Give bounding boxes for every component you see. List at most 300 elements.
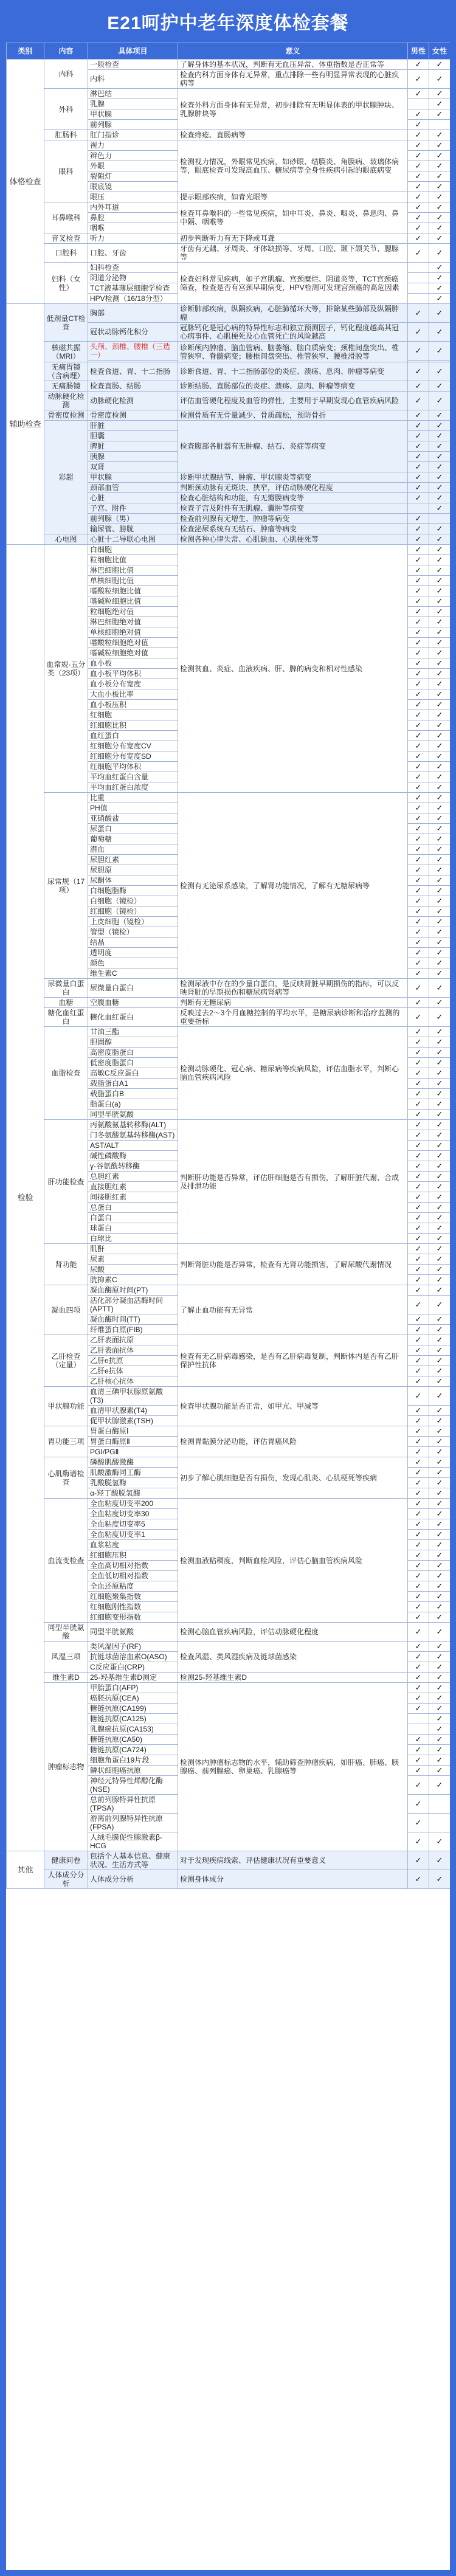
- project-cell: 嗜酸粒细胞绝对值: [88, 638, 178, 648]
- female-check-cell: ✓: [429, 1530, 451, 1540]
- male-check-cell: ✓: [408, 1447, 429, 1457]
- female-check-cell: ✓: [429, 323, 451, 342]
- female-check-cell: ✓: [429, 1457, 451, 1468]
- meaning-cell: 反映过去2～3个月血糖控制的平均水平，是糖尿病诊断和治疗监测的重要指标: [178, 1008, 408, 1027]
- table-row: [7, 793, 451, 803]
- content-cell: 人体成分分析: [44, 1870, 88, 1889]
- female-check-cell: ✓: [429, 824, 451, 834]
- meaning-cell: 判断有无糖尿病: [178, 998, 408, 1008]
- male-check-cell: ✓: [408, 1652, 429, 1662]
- female-check-cell: ✓: [429, 99, 451, 109]
- male-check-cell: [408, 283, 429, 294]
- male-check-cell: ✓: [408, 1755, 429, 1766]
- male-check-cell: [408, 273, 429, 283]
- male-check-cell: ✓: [408, 323, 429, 342]
- male-check-cell: ✓: [408, 844, 429, 855]
- project-cell: 鼻腔: [88, 213, 178, 223]
- project-cell: 肌酐: [88, 1244, 178, 1254]
- male-check-cell: [408, 503, 429, 514]
- project-cell: 血小板: [88, 658, 178, 669]
- female-check-cell: ✓: [429, 1592, 451, 1602]
- female-check-cell: ✓: [429, 1437, 451, 1447]
- male-check-cell: ✓: [408, 772, 429, 782]
- female-check-cell: ✓: [429, 1652, 451, 1662]
- male-check-cell: ✓: [408, 1356, 429, 1366]
- project-cell: 白蛋白: [88, 1213, 178, 1223]
- female-check-cell: ✓: [429, 1714, 451, 1724]
- female-check-cell: [429, 514, 451, 524]
- meaning-cell: 检查外科方面身体有无异常，初步排除有无明显体表的甲状腺肿块、乳腺肿块等: [178, 89, 408, 130]
- project-cell: 活化部分凝血活酶时间(APTT): [88, 1296, 178, 1314]
- female-check-cell: [429, 120, 451, 130]
- male-check-cell: ✓: [408, 1213, 429, 1223]
- table-row: [7, 534, 451, 545]
- category-cell: 体格检查: [7, 60, 44, 304]
- project-cell: 潜血: [88, 844, 178, 855]
- project-cell: 球蛋白: [88, 1223, 178, 1234]
- content-cell: 凝血四项: [44, 1285, 88, 1335]
- table-row: [7, 304, 451, 323]
- content-cell: 耳鼻喉科: [44, 202, 88, 233]
- female-check-cell: ✓: [429, 938, 451, 948]
- male-check-cell: ✓: [408, 151, 429, 161]
- project-cell: 胆固醇: [88, 1037, 178, 1048]
- male-check-cell: ✓: [408, 1161, 429, 1172]
- header-content: 内容: [44, 43, 88, 60]
- project-cell: 游离前列腺特异性抗原(FPSA): [88, 1814, 178, 1832]
- female-check-cell: ✓: [429, 192, 451, 202]
- female-check-cell: ✓: [429, 865, 451, 875]
- project-cell: 载脂蛋白A1: [88, 1079, 178, 1089]
- male-check-cell: ✓: [408, 679, 429, 689]
- project-cell: 脾脏: [88, 441, 178, 452]
- female-check-cell: ✓: [429, 1356, 451, 1366]
- female-check-cell: ✓: [429, 1447, 451, 1457]
- project-cell: PH值: [88, 803, 178, 813]
- female-check-cell: ✓: [429, 140, 451, 151]
- female-check-cell: ✓: [429, 1244, 451, 1254]
- content-cell: 甲状腺功能: [44, 1387, 88, 1426]
- meaning-cell: 检测心脑血管疾病风险，评估动脉硬化程度: [178, 1623, 408, 1642]
- female-check-cell: ✓: [429, 1735, 451, 1745]
- meaning-cell: 检测体内肿瘤标志物的水平，辅助筛查肿瘤疾病，如肝癌、肺癌、胰腺癌、前列腺癌、卵巢癌、乳腺癌等: [178, 1683, 408, 1851]
- male-check-cell: ✓: [408, 1234, 429, 1244]
- female-check-cell: ✓: [429, 689, 451, 700]
- project-cell: 全血粘度切变率1: [88, 1530, 178, 1540]
- project-cell: 尿素: [88, 1254, 178, 1265]
- male-check-cell: ✓: [408, 1151, 429, 1161]
- female-check-cell: ✓: [429, 223, 451, 233]
- female-check-cell: ✓: [429, 283, 451, 294]
- female-check-cell: ✓: [429, 1048, 451, 1058]
- project-cell: 糖化血红蛋白: [88, 1008, 178, 1027]
- project-cell: 辨色力: [88, 151, 178, 161]
- project-cell: 血清甲状腺素(T4): [88, 1406, 178, 1416]
- female-check-cell: ✓: [429, 171, 451, 182]
- project-cell: 口腔、牙齿: [88, 244, 178, 263]
- male-check-cell: [408, 1724, 429, 1735]
- female-check-cell: ✓: [429, 648, 451, 658]
- female-check-cell: ✓: [429, 362, 451, 381]
- table-row: [7, 1457, 451, 1468]
- male-check-cell: ✓: [408, 1275, 429, 1285]
- male-check-cell: ✓: [408, 1745, 429, 1755]
- female-check-cell: ✓: [429, 1161, 451, 1172]
- male-check-cell: ✓: [408, 1048, 429, 1058]
- project-cell: 上皮细胞（镜检）: [88, 917, 178, 927]
- female-check-cell: ✓: [429, 1265, 451, 1275]
- project-cell: γ-谷氨酰转移酶: [88, 1161, 178, 1172]
- project-cell: 外眼: [88, 161, 178, 171]
- content-cell: 肝功能检查: [44, 1120, 88, 1244]
- project-cell: 25-羟基维生素D测定: [88, 1673, 178, 1683]
- project-cell: 尿微量白蛋白: [88, 979, 178, 998]
- project-cell: 维生素C: [88, 969, 178, 979]
- female-check-cell: ✓: [429, 576, 451, 586]
- content-cell: 妇科（女性）: [44, 263, 88, 304]
- male-check-cell: ✓: [408, 1499, 429, 1509]
- male-check-cell: ✓: [408, 202, 429, 213]
- project-cell: 红细胞分布宽度SD: [88, 751, 178, 762]
- female-check-cell: ✓: [429, 1366, 451, 1376]
- project-cell: 红细胞: [88, 710, 178, 720]
- male-check-cell: [408, 294, 429, 304]
- project-cell: 间接胆红素: [88, 1192, 178, 1203]
- project-cell: 同型半胱氨酸: [88, 1623, 178, 1642]
- table-row: [7, 1673, 451, 1683]
- female-check-cell: ✓: [429, 1519, 451, 1530]
- project-cell: 红细胞刚性指数: [88, 1602, 178, 1612]
- male-check-cell: ✓: [408, 1550, 429, 1561]
- female-check-cell: ✓: [429, 948, 451, 958]
- table-row: [7, 1851, 451, 1870]
- male-check-cell: ✓: [408, 1416, 429, 1426]
- male-check-cell: ✓: [408, 140, 429, 151]
- male-check-cell: ✓: [408, 1325, 429, 1335]
- project-cell: 亚硝酸盐: [88, 813, 178, 824]
- male-check-cell: ✓: [408, 607, 429, 617]
- meaning-cell: 检测贫血、炎症、血液疾病、肝、脾的病变和相对性感染: [178, 545, 408, 793]
- meaning-cell: 检查内科方面身体有无异常，重点排除一些有明显异常表现的心脏疾病等: [178, 70, 408, 89]
- project-cell: 一般检查: [88, 60, 178, 70]
- table-row: [7, 1870, 451, 1889]
- project-cell: AST/ALT: [88, 1141, 178, 1151]
- male-check-cell: ✓: [408, 1079, 429, 1089]
- project-cell: α-羟丁酸脱氢酶: [88, 1488, 178, 1499]
- project-cell: 血浆粘度: [88, 1540, 178, 1550]
- male-check-cell: ✓: [408, 710, 429, 720]
- female-check-cell: ✓: [429, 1509, 451, 1519]
- female-check-cell: ✓: [429, 462, 451, 472]
- male-check-cell: ✓: [408, 998, 429, 1008]
- table-row: [7, 342, 451, 361]
- meaning-cell: 检测骨质有无骨量减少、骨质疏松，预防骨折: [178, 410, 408, 421]
- female-check-cell: ✓: [429, 700, 451, 710]
- male-check-cell: ✓: [408, 213, 429, 223]
- male-check-cell: ✓: [408, 1110, 429, 1120]
- male-check-cell: ✓: [408, 1387, 429, 1406]
- meaning-cell: 检测各种心律失常、心肌缺血、心肌梗死等: [178, 534, 408, 545]
- meaning-cell: 冠脉钙化是冠心病的特异性标志和独立预测因子，钙化程度越高其冠心病事件、心肌梗死及心血管死亡的风险越高: [178, 323, 408, 342]
- project-cell: 抗链球菌溶血素O(ASO): [88, 1652, 178, 1662]
- content-cell: 血糖: [44, 998, 88, 1008]
- project-cell: 总前列腺特异性抗原(TPSA): [88, 1795, 178, 1814]
- male-check-cell: ✓: [408, 834, 429, 844]
- female-check-cell: ✓: [429, 1642, 451, 1652]
- table-row: [7, 392, 451, 410]
- male-check-cell: ✓: [408, 927, 429, 938]
- project-cell: 丙氨酸氨基转移酶(ALT): [88, 1120, 178, 1130]
- male-check-cell: ✓: [408, 1673, 429, 1683]
- female-check-cell: ✓: [429, 1376, 451, 1387]
- male-check-cell: ✓: [408, 1223, 429, 1234]
- male-check-cell: ✓: [408, 1296, 429, 1314]
- project-cell: 红细胞分布宽度CV: [88, 741, 178, 751]
- project-cell: 红细胞（镜检）: [88, 906, 178, 917]
- project-cell: 全血低切相对指数: [88, 1571, 178, 1581]
- male-check-cell: ✓: [408, 1776, 429, 1795]
- content-cell: 胃功能三项: [44, 1426, 88, 1457]
- male-check-cell: ✓: [408, 1530, 429, 1540]
- male-check-cell: ✓: [408, 1141, 429, 1151]
- project-cell: 嗜酸粒细胞比值: [88, 586, 178, 596]
- meaning-cell: 检测胃黏膜分泌功能，评估胃癌风险: [178, 1426, 408, 1457]
- content-cell: 内科: [44, 60, 88, 89]
- female-check-cell: ✓: [429, 1110, 451, 1120]
- male-check-cell: ✓: [408, 875, 429, 886]
- project-cell: 糖链抗原(CA724): [88, 1745, 178, 1755]
- female-check-cell: ✓: [429, 1254, 451, 1265]
- project-cell: 乙肝e抗原: [88, 1356, 178, 1366]
- female-check-cell: ✓: [429, 1870, 451, 1889]
- meaning-cell: 检测25-羟基维生素D: [178, 1673, 408, 1683]
- table-row: [7, 1027, 451, 1037]
- male-check-cell: ✓: [408, 1120, 429, 1130]
- female-check-cell: ✓: [429, 565, 451, 576]
- male-check-cell: ✓: [408, 109, 429, 120]
- table-row: [7, 140, 451, 151]
- meaning-cell: 检查腹部各脏器有无肿瘤、结石、炎症等病变: [178, 421, 408, 472]
- female-check-cell: ✓: [429, 410, 451, 421]
- male-check-cell: ✓: [408, 1478, 429, 1488]
- table-row: [7, 202, 451, 213]
- header-male: 男性: [408, 43, 429, 60]
- project-cell: 门冬氨酸氨基转移酶(AST): [88, 1130, 178, 1141]
- male-check-cell: ✓: [408, 362, 429, 381]
- female-check-cell: ✓: [429, 617, 451, 627]
- project-cell: 乳酸脱氢酶: [88, 1478, 178, 1488]
- female-check-cell: ✓: [429, 202, 451, 213]
- female-check-cell: ✓: [429, 720, 451, 731]
- female-check-cell: ✓: [429, 1499, 451, 1509]
- table-row: [7, 1244, 451, 1254]
- male-check-cell: ✓: [408, 493, 429, 503]
- male-check-cell: ✓: [408, 182, 429, 192]
- project-cell: 总蛋白: [88, 1203, 178, 1213]
- content-cell: 健康问卷: [44, 1851, 88, 1870]
- project-cell: 全血高切相对指数: [88, 1561, 178, 1571]
- male-check-cell: ✓: [408, 130, 429, 140]
- female-check-cell: ✓: [429, 679, 451, 689]
- male-check-cell: ✓: [408, 1265, 429, 1275]
- content-cell: 外科: [44, 89, 88, 130]
- male-check-cell: ✓: [408, 1285, 429, 1296]
- content-cell: 尿微量白蛋白: [44, 979, 88, 998]
- male-check-cell: ✓: [408, 731, 429, 741]
- project-cell: 血小板压积: [88, 700, 178, 710]
- female-check-cell: ✓: [429, 710, 451, 720]
- project-cell: HPV检测（16/18分型）: [88, 294, 178, 304]
- project-cell: 颜色: [88, 958, 178, 969]
- male-check-cell: ✓: [408, 720, 429, 731]
- female-check-cell: ✓: [429, 1387, 451, 1406]
- project-cell: 乙肝表面抗原: [88, 1335, 178, 1345]
- female-check-cell: ✓: [429, 658, 451, 669]
- project-cell: 骨密度检测: [88, 410, 178, 421]
- content-cell: 乙肝检查（定量）: [44, 1335, 88, 1387]
- project-cell: 粒细胞比值: [88, 555, 178, 565]
- male-check-cell: ✓: [408, 462, 429, 472]
- male-check-cell: ✓: [408, 1192, 429, 1203]
- project-cell: 白细胞脂酶: [88, 886, 178, 896]
- male-check-cell: ✓: [408, 917, 429, 927]
- table-row: [7, 1499, 451, 1509]
- content-cell: 无痛肠镜: [44, 381, 88, 392]
- content-cell: 眼科: [44, 140, 88, 202]
- female-check-cell: ✓: [429, 493, 451, 503]
- male-check-cell: ✓: [408, 1592, 429, 1602]
- table-row: [7, 421, 451, 431]
- project-cell: 全血粘度切变率200: [88, 1499, 178, 1509]
- content-cell: 无痛胃镜（含病理）: [44, 362, 88, 381]
- project-cell: 高密度脂蛋白: [88, 1048, 178, 1058]
- male-check-cell: ✓: [408, 1832, 429, 1851]
- female-check-cell: ✓: [429, 130, 451, 140]
- content-cell: 低剂量CT检查: [44, 304, 88, 342]
- male-check-cell: ✓: [408, 1519, 429, 1530]
- male-check-cell: ✓: [408, 1488, 429, 1499]
- project-cell: 白球比: [88, 1234, 178, 1244]
- male-check-cell: [408, 1714, 429, 1724]
- female-check-cell: ✓: [429, 782, 451, 793]
- male-check-cell: ✓: [408, 89, 429, 99]
- male-check-cell: ✓: [408, 1099, 429, 1110]
- male-check-cell: ✓: [408, 1437, 429, 1447]
- female-check-cell: ✓: [429, 1234, 451, 1244]
- female-check-cell: ✓: [429, 1704, 451, 1714]
- male-check-cell: ✓: [408, 1540, 429, 1550]
- male-check-cell: ✓: [408, 1203, 429, 1213]
- project-cell: 红细胞聚集指数: [88, 1592, 178, 1602]
- male-check-cell: ✓: [408, 1662, 429, 1673]
- project-cell: 肝脏: [88, 421, 178, 431]
- meaning-cell: 检查痔疮、直肠病等: [178, 130, 408, 140]
- meaning-cell: 了解身体的基本状况，判断有无血压异常、体重指数是否正常等: [178, 60, 408, 70]
- project-cell: 尿胆红素: [88, 855, 178, 865]
- male-check-cell: ✓: [408, 472, 429, 483]
- female-check-cell: ✓: [429, 1314, 451, 1325]
- content-cell: 肿瘤标志物: [44, 1683, 88, 1851]
- meaning-cell: 判断颈动脉有无斑块、狭窄，评估动脉硬化程度: [178, 483, 408, 493]
- male-check-cell: ✓: [408, 1571, 429, 1581]
- project-cell: 肌酸激酶同工酶: [88, 1468, 178, 1478]
- project-cell: 促甲状腺激素(TSH): [88, 1416, 178, 1426]
- male-check-cell: ✓: [408, 855, 429, 865]
- male-check-cell: ✓: [408, 938, 429, 948]
- male-check-cell: ✓: [408, 638, 429, 648]
- category-cell: 检验: [7, 545, 44, 1851]
- female-check-cell: ✓: [429, 294, 451, 304]
- female-check-cell: ✓: [429, 1099, 451, 1110]
- male-check-cell: ✓: [408, 1314, 429, 1325]
- female-check-cell: ✓: [429, 751, 451, 762]
- female-check-cell: ✓: [429, 1851, 451, 1870]
- project-cell: 白细胞: [88, 545, 178, 555]
- meaning-cell: 检查甲状腺功能是否正常，如甲亢、甲减等: [178, 1387, 408, 1426]
- table-row: [7, 1642, 451, 1652]
- project-cell: 高敏C反应蛋白: [88, 1068, 178, 1079]
- content-cell: 血常规·五分类（23项）: [44, 545, 88, 793]
- female-check-cell: ✓: [429, 607, 451, 617]
- project-cell: 乙肝表面抗体: [88, 1345, 178, 1356]
- meaning-cell: 诊断肺部疾病，纵隔疾病，心脏肺循环大等，排除某些肺部及纵隔肿瘤: [178, 304, 408, 323]
- project-cell: 甘油三酯: [88, 1027, 178, 1037]
- project-cell: 尿酸: [88, 1265, 178, 1275]
- male-check-cell: ✓: [408, 381, 429, 392]
- project-cell: 眼压: [88, 192, 178, 202]
- female-check-cell: ✓: [429, 1296, 451, 1314]
- female-check-cell: ✓: [429, 927, 451, 938]
- male-check-cell: ✓: [408, 958, 429, 969]
- female-check-cell: ✓: [429, 1623, 451, 1642]
- project-cell: 平均血红蛋白浓度: [88, 782, 178, 793]
- table-row: [7, 362, 451, 381]
- table-row: [7, 1387, 451, 1406]
- project-cell: TCT液基薄层细胞学检查: [88, 283, 178, 294]
- male-check-cell: ✓: [408, 1870, 429, 1889]
- project-cell: 血红蛋白: [88, 731, 178, 741]
- male-check-cell: ✓: [408, 658, 429, 669]
- meaning-cell: 诊断颅内肿瘤、脑血管病、脑萎缩、脑白质病变；颈椎间盘突出、椎管狭窄、脊髓病变；腰椎间盘突出、椎管狭窄、腰椎滑脱等: [178, 342, 408, 362]
- female-check-cell: ✓: [429, 1406, 451, 1416]
- project-cell: 内科: [88, 70, 178, 89]
- table-row: [7, 244, 451, 263]
- female-check-cell: ✓: [429, 958, 451, 969]
- female-check-cell: ✓: [429, 979, 451, 998]
- female-check-cell: ✓: [429, 244, 451, 263]
- female-check-cell: ✓: [429, 1766, 451, 1776]
- male-check-cell: ✓: [408, 1172, 429, 1182]
- female-check-cell: ✓: [429, 1540, 451, 1550]
- content-cell: 音叉检查: [44, 233, 88, 244]
- project-cell: 淋巴细胞绝对值: [88, 617, 178, 627]
- project-cell: 人体成分分析: [88, 1870, 178, 1889]
- male-check-cell: ✓: [408, 617, 429, 627]
- content-cell: 动脉硬化检测: [44, 392, 88, 410]
- meaning-cell: 了解止血功能有无异常: [178, 1285, 408, 1335]
- table-row: [7, 60, 451, 70]
- female-check-cell: ✓: [429, 1745, 451, 1755]
- male-check-cell: ✓: [408, 1244, 429, 1254]
- meaning-cell: 检查妇科常见疾病，如子宫肌瘤、宫颈糜烂、阴道炎等，TCT宫颈癌筛查，检查是否有宫颈早期病变，HPV检测可发现宫颈癌的高危因素: [178, 263, 408, 304]
- male-check-cell: ✓: [408, 1623, 429, 1642]
- project-cell: 胆囊: [88, 431, 178, 441]
- project-cell: 淋巴结: [88, 89, 178, 99]
- female-check-cell: ✓: [429, 741, 451, 751]
- female-check-cell: ✓: [429, 1662, 451, 1673]
- female-check-cell: ✓: [429, 1561, 451, 1571]
- female-check-cell: ✓: [429, 1037, 451, 1048]
